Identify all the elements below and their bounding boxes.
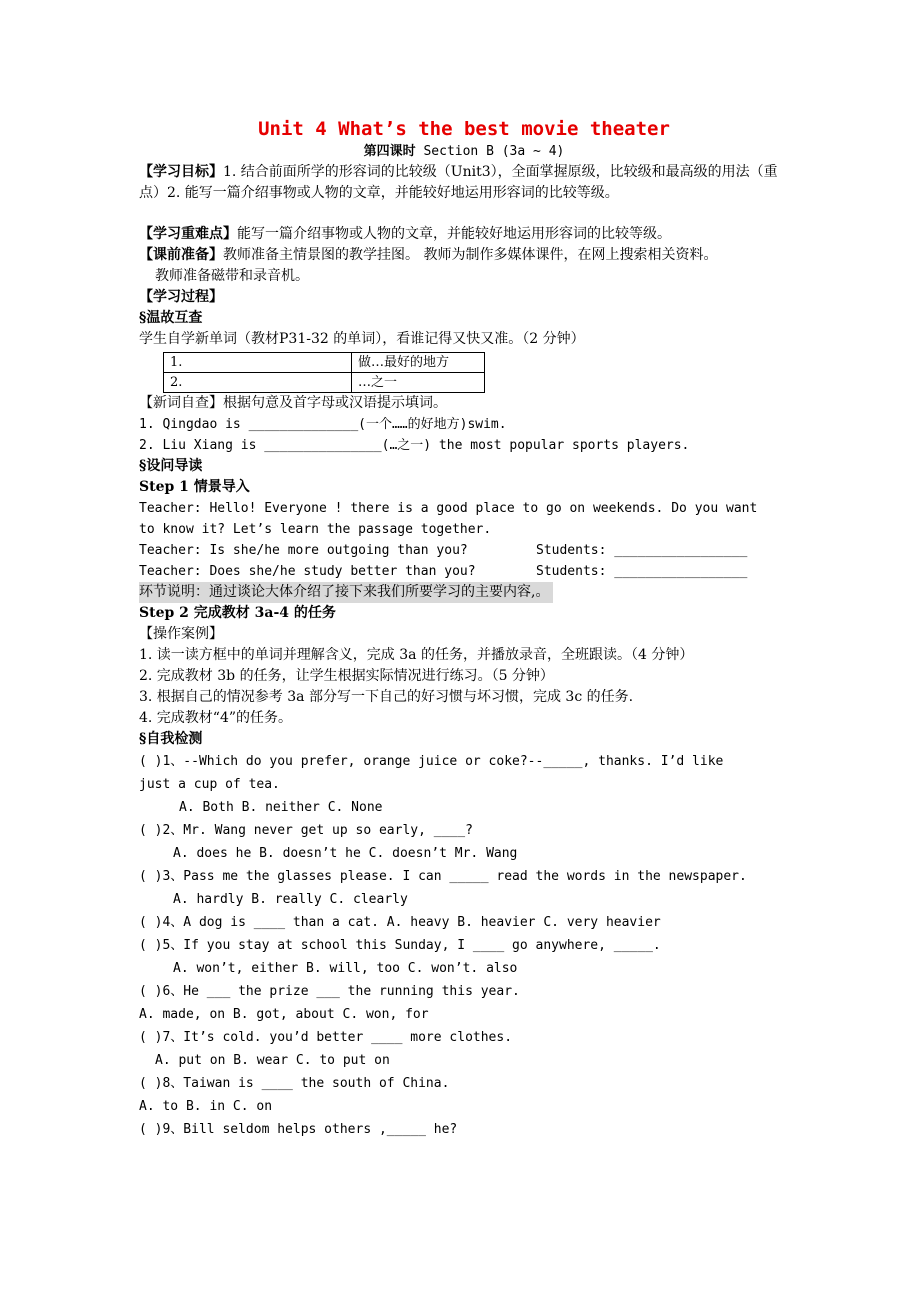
prep-paragraph xyxy=(139,245,789,266)
section-note: 环节说明：通过谈论大体介绍了接下来我们所要学习的主要内容,。 xyxy=(139,582,553,603)
table-row xyxy=(164,373,485,393)
objectives-label: 【学习目标】 xyxy=(139,164,223,180)
quiz-options: A. hardly B. really C. clearly xyxy=(173,892,408,907)
quiz-question: ( )3、Pass me the glasses please. I can _____ read the words in the newspaper. xyxy=(139,869,747,884)
quiz-options: A. Both B. neither C. None xyxy=(179,800,383,815)
selfcheck-label: 【新词自查】 xyxy=(139,395,223,411)
lesson-subtitle xyxy=(139,142,789,162)
guide-heading: §设问导读 xyxy=(139,458,203,474)
prep-label: 【课前准备】 xyxy=(139,247,223,263)
student-answer: Students: _________________ xyxy=(536,543,748,558)
key-points-paragraph xyxy=(139,224,789,245)
table-cell: 2. xyxy=(164,373,352,393)
key-points-label: 【学习重难点】 xyxy=(139,226,237,242)
subtitle-en: Section B (3a ~ 4) xyxy=(415,144,565,159)
quiz-options: A. does he B. doesn’t he C. doesn’t Mr. Wang xyxy=(173,846,518,861)
teacher-line: Teacher: Hello! Everyone ! there is a good place to go on weekends. Do you want xyxy=(139,501,758,516)
quiz-options: A. won’t, either B. will, too C. won’t. also xyxy=(173,961,518,976)
selfcheck-item: 1. Qingdao is ______________(一个……的好地方)swim. xyxy=(139,417,507,432)
quiz-options: A. put on B. wear C. to put on xyxy=(155,1053,390,1068)
subtitle-cn: 第四课时 xyxy=(363,144,416,159)
quiz-question: ( )5、If you stay at school this Sunday, I ____ go anywhere, _____. xyxy=(139,938,661,953)
test-heading: §自我检测 xyxy=(139,731,203,747)
dialog-row xyxy=(139,561,789,582)
step2-heading: Step 2 完成教材 3a-4 的任务 xyxy=(139,605,336,621)
objectives-paragraph xyxy=(139,162,789,204)
quiz-options: A. made, on B. got, about C. won, for xyxy=(139,1007,429,1022)
case-label: 【操作案例】 xyxy=(139,626,223,642)
teacher-question: Teacher: Does she/he study better than you? xyxy=(139,564,476,579)
quiz-list xyxy=(139,750,789,1141)
task-item: 3. 根据自己的情况参考 3a 部分写一下自己的好习惯与坏习惯，完成 3c 的任务. xyxy=(139,689,634,705)
review-heading: §温故互查 xyxy=(139,310,203,326)
selfcheck-text: 根据句意及首字母或汉语提示填词。 xyxy=(223,395,447,411)
step1-heading: Step 1 情景导入 xyxy=(139,479,250,495)
quiz-options: A. to B. in C. on xyxy=(139,1099,273,1114)
teacher-question: Teacher: Is she/he more outgoing than you? xyxy=(139,543,468,558)
table-row xyxy=(164,353,485,373)
selfcheck-item: 2. Liu Xiang is _______________(…之一) the most popular sports players. xyxy=(139,438,690,453)
teacher-line: to know it? Let’s learn the passage together. xyxy=(139,522,492,537)
quiz-question: ( )6、He ___ the prize ___ the running this year. xyxy=(139,984,520,999)
quiz-question: ( )2、Mr. Wang never get up so early, ____? xyxy=(139,823,473,838)
task-item: 4. 完成教材“4”的任务。 xyxy=(139,710,293,726)
selfcheck-paragraph xyxy=(139,393,789,414)
prep-line2: 教师准备磁带和录音机。 xyxy=(155,268,309,284)
process-label: 【学习过程】 xyxy=(139,289,223,305)
quiz-question: ( )8、Taiwan is ____ the south of China. xyxy=(139,1076,450,1091)
review-instruction: 学生自学新单词（教材P31-32 的单词），看谁记得又快又准。（2 分钟） xyxy=(139,331,585,347)
table-cell: 1. xyxy=(164,353,352,373)
dialog-row xyxy=(139,540,789,561)
student-answer: Students: _________________ xyxy=(536,564,748,579)
prep-text: 教师准备主情景图的教学挂图。 教师为制作多媒体课件，在网上搜索相关资料。 xyxy=(223,247,718,263)
task-item: 1. 读一读方框中的单词并理解含义，完成 3a 的任务，并播放录音，全班跟读。（4 分钟） xyxy=(139,647,694,663)
task-item: 2. 完成教材 3b 的任务，让学生根据实际情况进行练习。（5 分钟） xyxy=(139,668,554,684)
quiz-question: ( )7、It’s cold. you’d better ____ more clothes. xyxy=(139,1030,513,1045)
quiz-question-cont: just a cup of tea. xyxy=(139,777,280,792)
quiz-question: ( )4、A dog is ____ than a cat. A. heavy B. heavier C. very heavier xyxy=(139,915,661,930)
quiz-question: ( )1、--Which do you prefer, orange juice or coke?--_____, thanks. I’d like xyxy=(139,754,724,769)
table-cell: 做…最好的地方 xyxy=(352,353,485,373)
vocab-table xyxy=(163,352,485,393)
table-cell: …之一 xyxy=(352,373,485,393)
objectives-text: 1. 结合前面所学的形容词的比较级（Unit3），全面掌握原级，比较级和最高级的用法（重点）2. 能写一篇介绍事物或人物的文章，并能较好地运用形容词的比较等级。 xyxy=(139,164,778,201)
page-title: Unit 4 What’s the best movie theater xyxy=(258,118,670,140)
document-content xyxy=(139,116,789,1141)
quiz-question: ( )9、Bill seldom helps others ,_____ he? xyxy=(139,1122,458,1137)
key-points-text: 能写一篇介绍事物或人物的文章，并能较好地运用形容词的比较等级。 xyxy=(237,226,671,242)
